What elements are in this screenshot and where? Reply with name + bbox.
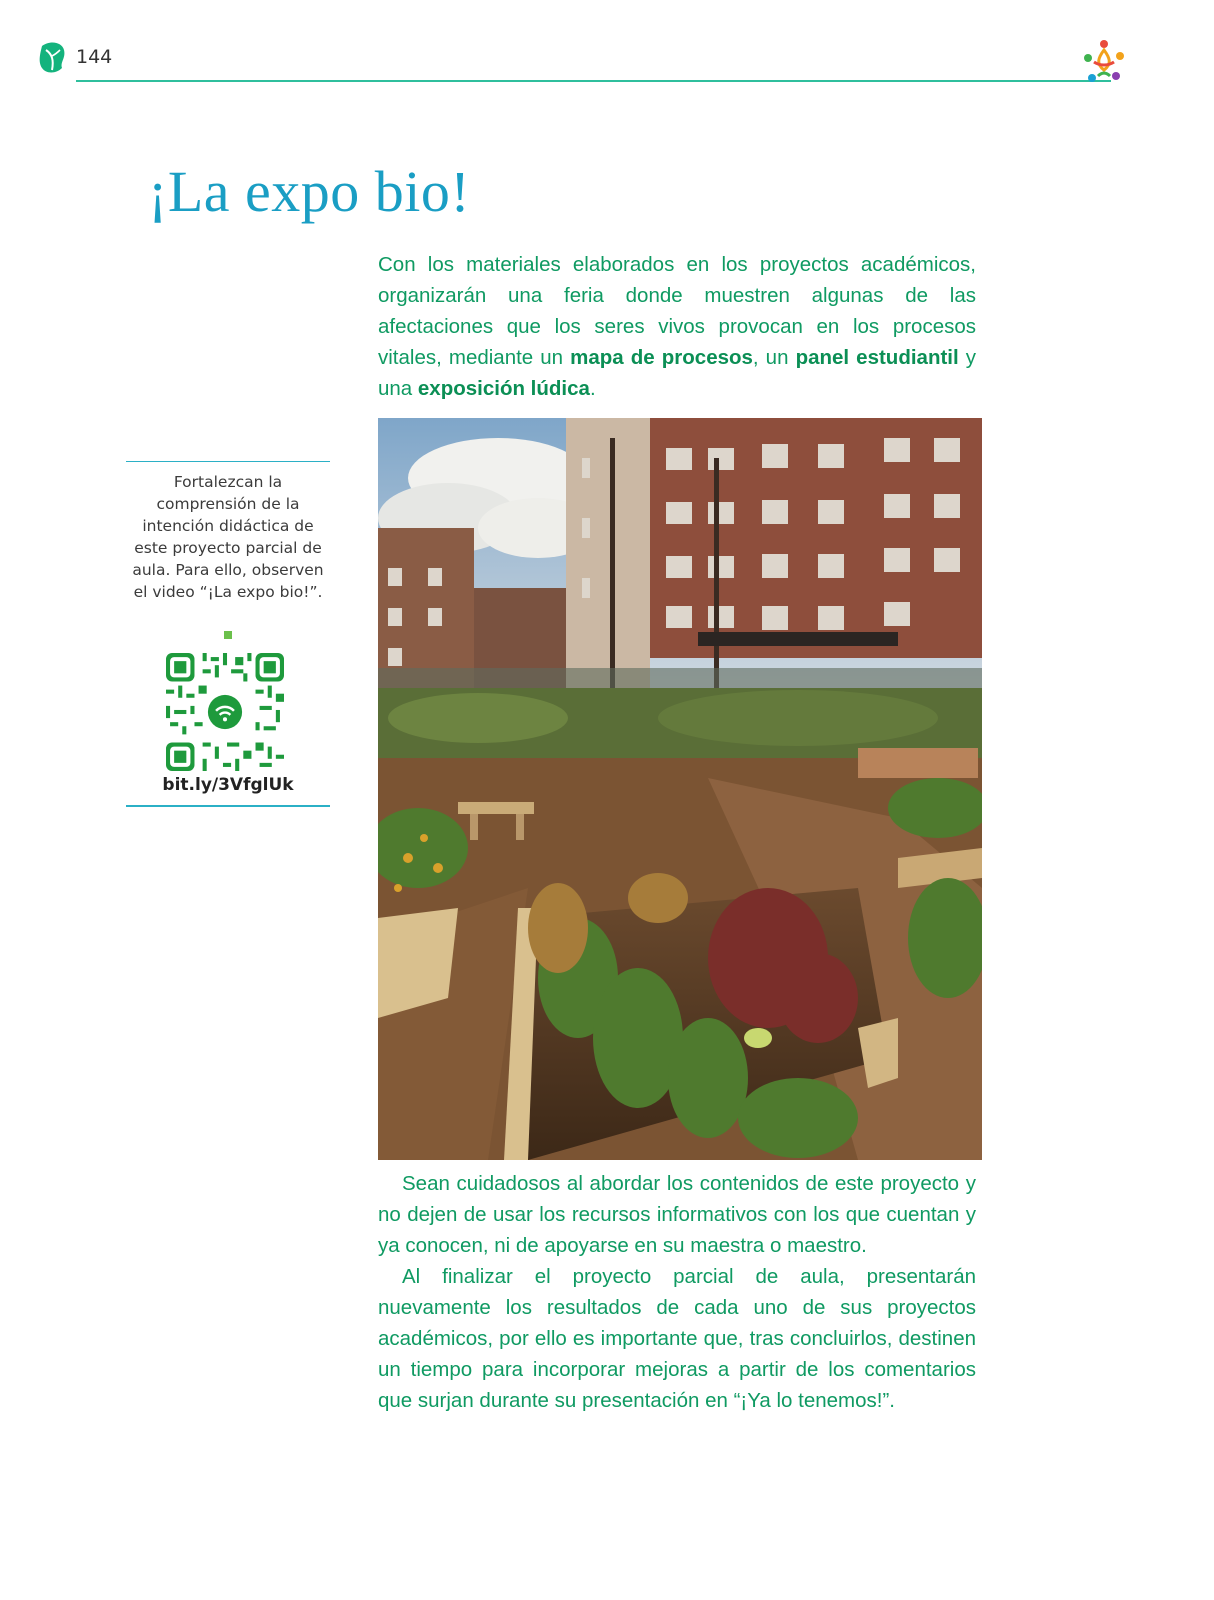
video-short-link[interactable]: bit.ly/3VfglUk bbox=[162, 775, 294, 795]
box-bottom-rule bbox=[126, 805, 330, 807]
intro-text: Con los materiales elaborados en los proyectos académicos, organizarán una feria donde muestren algunas de las afectaciones que los seres vivos provocan en los procesos vitales, mediante un bbox=[378, 253, 976, 369]
page-number: 144 bbox=[76, 46, 113, 68]
intro-text: y una bbox=[378, 346, 977, 400]
body-paragraph: Sean cuidadosos al abordar los contenidos de este proyecto y no dejen de usar los recursos informativos con los que cuentan y ya conocen, ni de apoyarse en su maestra o maestro. bbox=[378, 1172, 976, 1257]
leaf-icon bbox=[36, 40, 68, 76]
intro-paragraph bbox=[378, 249, 976, 404]
page-title: ¡La expo bio! bbox=[148, 159, 471, 224]
program-logo-icon bbox=[1076, 36, 1132, 92]
body-paragraph: Al finalizar el proyecto parcial de aula, presentarán nuevamente los resultados de cada uno de sus proyectos académicos, por ello es importante que, tras concluirlos, destinen un tiempo para incorporar mejoras a partir de los comentarios que surjan durante su presentación en “¡Ya lo tenemos!”. bbox=[378, 1265, 976, 1412]
header-rule bbox=[76, 80, 1111, 82]
box-top-rule bbox=[126, 461, 330, 462]
video-resource-box bbox=[126, 461, 330, 811]
video-instruction-text: Fortalezcan la comprensión de la intención didáctica de este proyecto parcial de aula. Para ello, observen el video “¡La expo bio!”. bbox=[132, 473, 324, 601]
page-header bbox=[36, 36, 1136, 96]
keyword-student-panel: panel estudiantil bbox=[795, 346, 959, 369]
intro-text: . bbox=[589, 377, 596, 400]
keyword-process-map: mapa de procesos bbox=[570, 346, 753, 369]
qr-code[interactable] bbox=[166, 653, 284, 771]
community-garden-photo bbox=[378, 418, 982, 1160]
marker-square bbox=[224, 631, 232, 639]
intro-text: , un bbox=[752, 346, 796, 369]
keyword-playful-exhibition: exposición lúdica bbox=[417, 377, 590, 400]
